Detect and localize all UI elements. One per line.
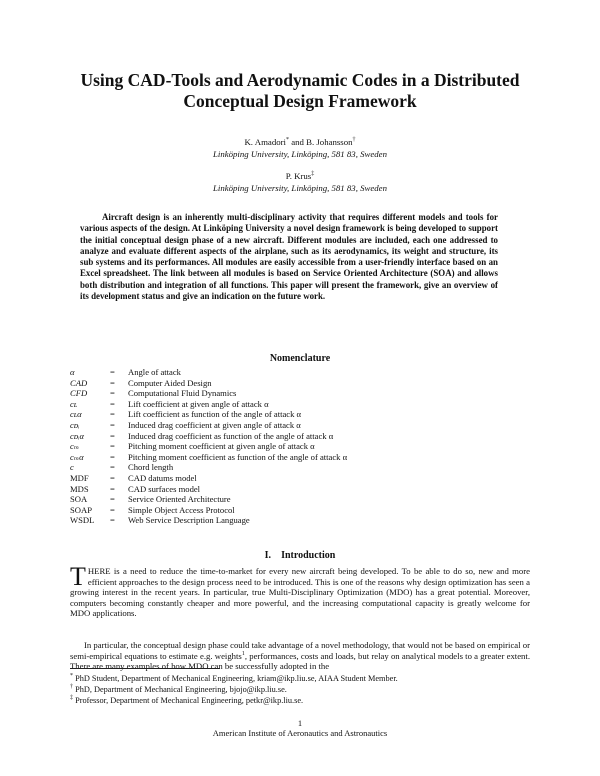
nomenclature-equals: = xyxy=(110,472,115,483)
page-number: 1 xyxy=(297,718,303,728)
nomenclature-row xyxy=(70,452,347,463)
section-heading-introduction xyxy=(0,550,600,561)
author-name-krus: P. Krus xyxy=(285,171,312,181)
nomenclature-row xyxy=(70,494,347,505)
intro-paragraph-2-text-b: , performances, costs and loads, but relay on analytical models to a greater extent. There are many examples of how MDO can be successfully adopted in the xyxy=(70,650,530,672)
nomenclature-symbol: SOA xyxy=(70,494,88,505)
nomenclature-definition: Computer Aided Design xyxy=(128,377,212,388)
nomenclature-row xyxy=(70,515,347,526)
nomenclature-row xyxy=(70,484,347,495)
nomenclature-symbol: SOAP xyxy=(70,504,92,515)
nomenclature-definition: Induced drag coefficient as function of the angle of attack α xyxy=(128,430,334,441)
nomenclature-definition: Induced drag coefficient at given angle of attack α xyxy=(128,419,301,430)
nomenclature-definition: Pitching moment coefficient as function of the angle of attack α xyxy=(128,451,348,462)
nomenclature-equals: = xyxy=(110,409,115,420)
footnote-mark: ‡ xyxy=(70,695,73,702)
nomenclature-row xyxy=(70,505,347,516)
nomenclature-definition: Chord length xyxy=(128,462,174,473)
footnote xyxy=(70,696,303,706)
nomenclature-symbol: cₘα xyxy=(70,451,84,462)
nomenclature-row xyxy=(70,431,347,442)
nomenclature-symbol: WSDL xyxy=(70,515,95,526)
intro-paragraph-1 xyxy=(70,562,530,619)
nomenclature-symbol: cₘ xyxy=(70,441,80,452)
author-name-amadori: K. Amadori xyxy=(244,137,286,147)
nomenclature-symbol: cʟα xyxy=(70,409,82,420)
nomenclature-equals: = xyxy=(110,430,115,441)
author-name-johansson: and B. Johansson xyxy=(289,137,353,147)
publisher-footer: American Institute of Aeronautics and Astronautics xyxy=(212,728,388,738)
footnote-text: PhD, Department of Mechanical Engineering, bjojo@ikp.liu.se. xyxy=(75,685,287,694)
nomenclature-equals: = xyxy=(110,483,115,494)
affiliation-2: Linköping University, Linköping, 581 83, Sweden xyxy=(213,183,387,193)
nomenclature-equals: = xyxy=(110,377,115,388)
author-line-2 xyxy=(0,170,600,182)
title-line-1: Using CAD-Tools and Aerodynamic Codes in a Distributed xyxy=(80,70,520,90)
nomenclature-definition: Web Service Description Language xyxy=(128,515,250,526)
author-line-1 xyxy=(0,136,600,148)
footnote-ref: 1 xyxy=(241,650,245,657)
footnote xyxy=(70,685,287,695)
nomenclature-row xyxy=(70,388,347,399)
nomenclature-equals: = xyxy=(110,398,115,409)
abstract: Aircraft design is an inherently multi-disciplinary activity that requires different models and tools for various aspects of the design. At Linköping University a novel design framework is being developed to support the initial conceptual design phase of a new aircraft. Different modules are included, each one addressed to analyze and evaluate different aspects of the airplane, such as its aerodynamics, its weight and structure, its sub systems and its performances. All modules are easily accessible from a user-friendly interface based on an Excel spreadsheet. The link between all modules is based on Service Oriented Architecture (SOA) and allows both distribution and integration of all functions. This paper will present the framework, give an overview of its development status and give an indication on the future work. xyxy=(80,212,498,302)
footnote-text: Professor, Department of Mechanical Engineering, petkr@ikp.liu.se. xyxy=(75,696,304,705)
nomenclature-definition: CAD surfaces model xyxy=(128,483,201,494)
footnote-text: PhD Student, Department of Mechanical Engineering, kriam@ikp.liu.se, AIAA Student Member. xyxy=(75,674,398,683)
nomenclature-symbol: α xyxy=(70,367,75,377)
section-number: I. xyxy=(264,550,272,561)
nomenclature-equals: = xyxy=(110,388,115,399)
nomenclature-symbol: CAD xyxy=(70,377,88,388)
nomenclature-row xyxy=(70,420,347,431)
nomenclature-definition: Computational Fluid Dynamics xyxy=(128,388,237,399)
footnote-mark: † xyxy=(70,684,73,691)
nomenclature-symbol: cʟ xyxy=(70,398,78,409)
nomenclature-equals: = xyxy=(110,419,115,430)
nomenclature-definition: Lift coefficient as function of the angle of attack α xyxy=(128,409,302,420)
section-title: Introduction xyxy=(281,550,336,561)
nomenclature-heading: Nomenclature xyxy=(269,353,331,364)
nomenclature-symbol: c xyxy=(70,462,74,473)
intro-paragraph-1-text: HERE is a need to reduce the time-to-market for every new aircraft being developed. To be able to do so, new and more efficient approaches to the design process need to be introduced. This is one of the reasons why design optimization has seen a growing interest in the recent years. In particular, true Multi-Disciplinary Optimization (MDO) has a great potential. Moreover, computers becoming constantly cheaper and more powerful, and the increasing computational capacity is greatly welcome for MDO applications. xyxy=(70,566,530,619)
intro-paragraph-2-text-a: In particular, the conceptual design phase could take advantage of a novel methodology, that would not be based on empirical or semi-empirical equations to estimate e.g. weights xyxy=(70,640,530,661)
nomenclature-symbol: cᴅᵢα xyxy=(70,430,85,441)
nomenclature-definition: Lift coefficient at given angle of attack α xyxy=(128,398,269,409)
nomenclature-row xyxy=(70,441,347,452)
footnote-mark: * xyxy=(70,673,73,680)
intro-paragraph-2 xyxy=(70,640,530,672)
nomenclature-equals: = xyxy=(110,504,115,515)
nomenclature-row xyxy=(70,473,347,484)
nomenclature-symbol: MDS xyxy=(70,483,89,494)
paper-title xyxy=(40,70,560,112)
nomenclature-definition: CAD datums model xyxy=(128,472,197,483)
nomenclature-symbol: MDF xyxy=(70,472,89,483)
nomenclature-definition: Service Oriented Architecture xyxy=(128,494,231,505)
nomenclature-equals: = xyxy=(110,462,115,473)
nomenclature-equals: = xyxy=(110,451,115,462)
nomenclature-equals: = xyxy=(110,441,115,452)
author-mark-3: ‡ xyxy=(311,171,315,178)
nomenclature-row xyxy=(70,409,347,420)
nomenclature-row xyxy=(70,378,347,389)
nomenclature-row xyxy=(70,399,347,410)
nomenclature-row xyxy=(70,462,347,473)
nomenclature-equals: = xyxy=(110,515,115,526)
author-mark-2: † xyxy=(352,137,356,144)
nomenclature-definition: Simple Object Access Protocol xyxy=(128,504,235,515)
nomenclature-equals: = xyxy=(110,367,115,377)
nomenclature-row xyxy=(70,367,347,378)
nomenclature-symbol: CFD xyxy=(70,388,88,399)
nomenclature-definition: Pitching moment coefficient at given angle of attack α xyxy=(128,441,315,452)
nomenclature-definition: Angle of attack xyxy=(128,367,181,377)
footnote-divider xyxy=(70,668,220,669)
author-mark-1: * xyxy=(286,137,289,144)
drop-cap: T xyxy=(70,562,86,591)
nomenclature-equals: = xyxy=(110,494,115,505)
affiliation-1: Linköping University, Linköping, 581 83, Sweden xyxy=(213,149,387,159)
title-line-2: Conceptual Design Framework xyxy=(183,91,417,111)
nomenclature-symbol: cᴅᵢ xyxy=(70,419,80,430)
footnote xyxy=(70,674,398,684)
nomenclature-list xyxy=(70,367,347,526)
